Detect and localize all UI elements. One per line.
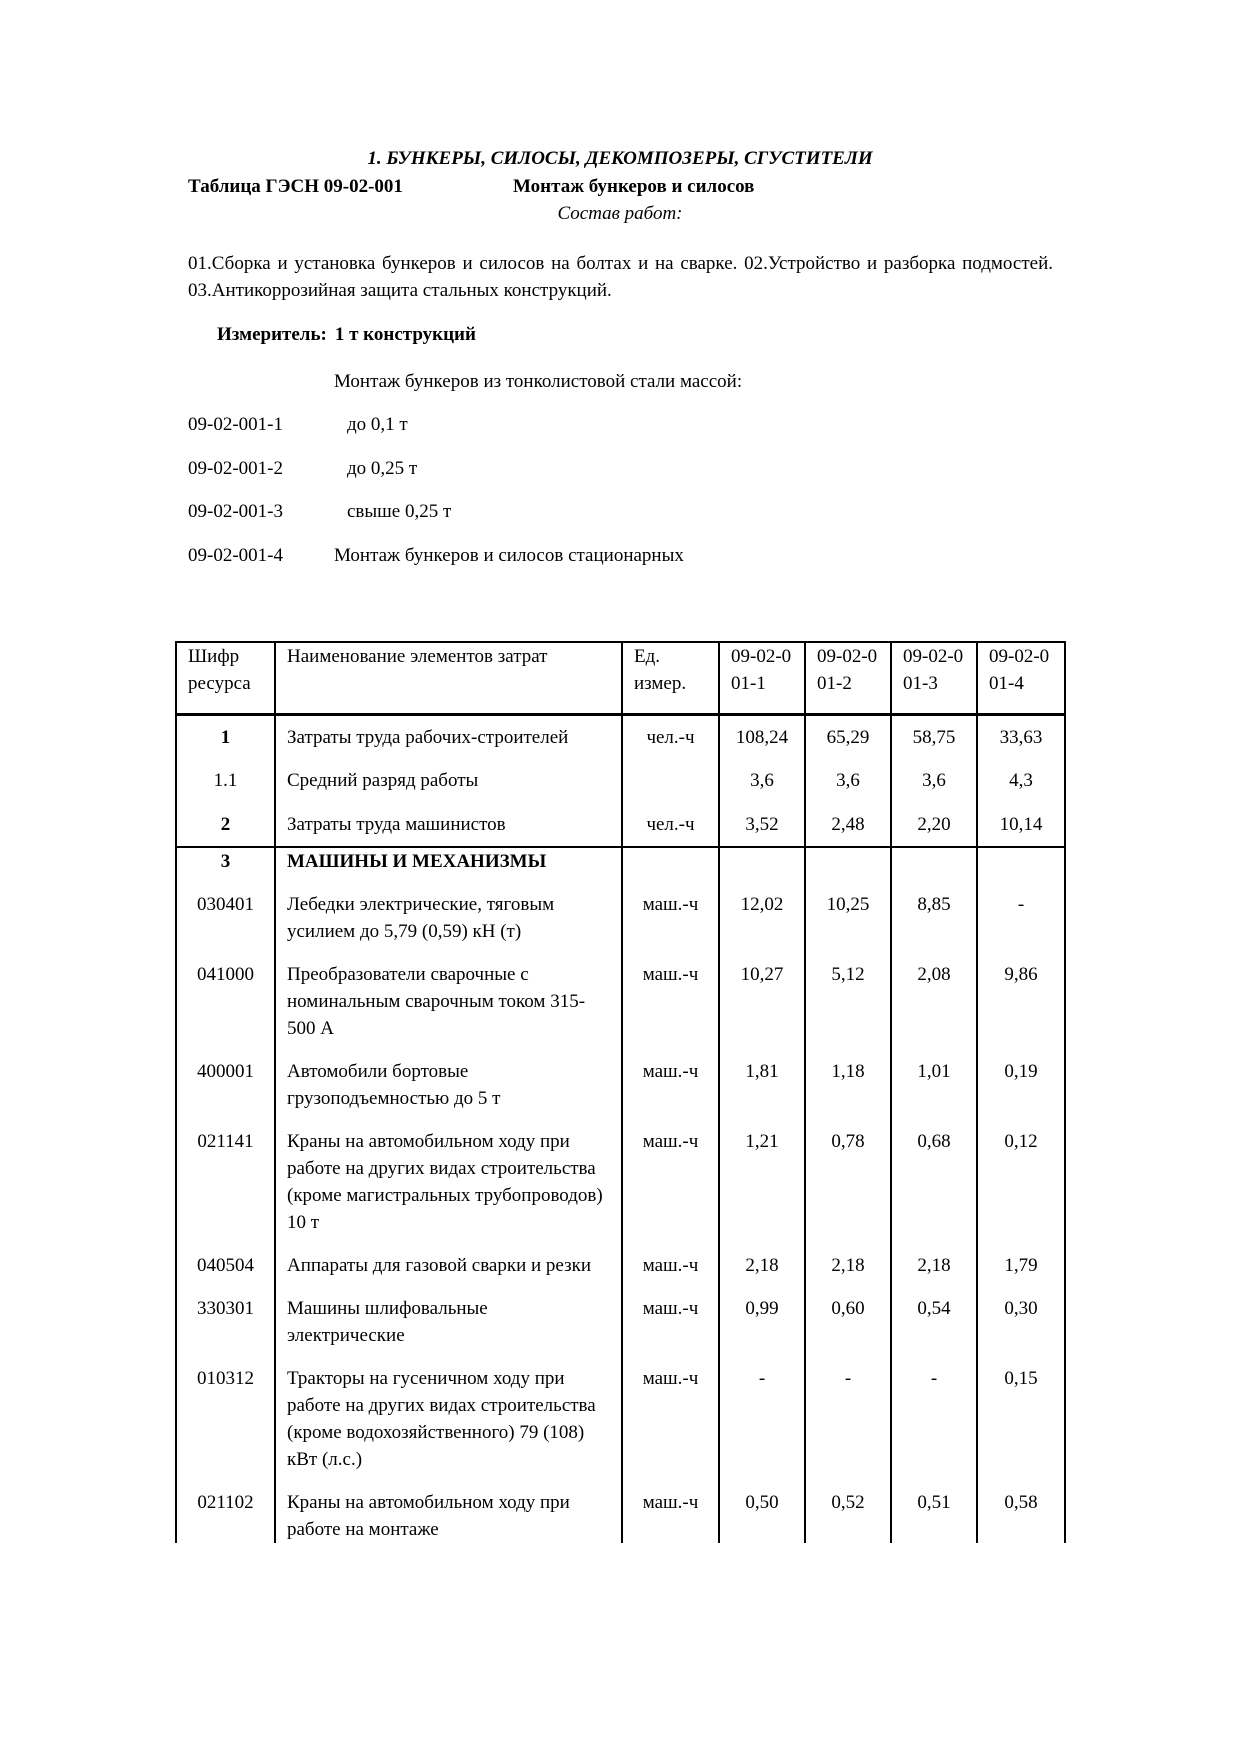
works-composition: 01.Сборка и установка бункеров и силосов на болтах и на сварке. 02.Устройство и разборка подмостей. 03.Антикоррозийная защита стальных конструкций. [188, 253, 1053, 301]
value-norm-3: - [891, 1365, 977, 1473]
table-code: Таблица ГЭСН 09-02-001 [188, 176, 403, 197]
resource-code: 041000 [176, 961, 275, 1042]
resource-name: Аппараты для газовой сварки и резки [275, 1252, 622, 1279]
resource-unit: маш.-ч [622, 1128, 719, 1236]
value-norm-1: 1,81 [719, 1058, 805, 1112]
value-norm-2: 65,29 [805, 715, 891, 759]
resource-code: 010312 [176, 1365, 275, 1473]
resource-name: Лебедки электрические, тяговым усилием до 5,79 (0,59) кН (т) [275, 891, 622, 945]
norm-code: 09-02-001-3 [188, 501, 283, 522]
table-name: Монтаж бункеров и силосов [513, 176, 755, 197]
resource-code: 1 [176, 715, 275, 759]
resource-code: 040504 [176, 1252, 275, 1279]
value-norm-3: 2,20 [891, 803, 977, 847]
table-row [176, 1128, 1065, 1236]
resource-code: 021141 [176, 1128, 275, 1236]
norm-code: 09-02-001-1 [188, 414, 283, 435]
norm-desc: свыше 0,25 т [347, 501, 452, 522]
resource-unit: чел.-ч [622, 715, 719, 759]
value-norm-3: 8,85 [891, 891, 977, 945]
value-norm-2: 1,18 [805, 1058, 891, 1112]
norm-desc: до 0,1 т [347, 414, 408, 435]
resource-code: 330301 [176, 1295, 275, 1349]
table-row [176, 759, 1065, 803]
value-norm-2: 0,78 [805, 1128, 891, 1236]
resource-code: 1.1 [176, 759, 275, 803]
value-norm-4: - [977, 891, 1065, 945]
resource-unit: маш.-ч [622, 1489, 719, 1543]
resource-name: Автомобили бортовые грузоподъемностью до 5 т [275, 1058, 622, 1112]
value-norm-4: 10,14 [977, 803, 1065, 847]
norm-code: 09-02-001-4 [188, 545, 283, 566]
section-name: МАШИНЫ И МЕХАНИЗМЫ [275, 847, 622, 875]
table-row [176, 891, 1065, 945]
table-row [176, 1489, 1065, 1543]
meter-label: Измеритель: [217, 324, 327, 345]
resource-name: Краны на автомобильном ходу при работе на других видах строительства (кроме магистральных трубопроводов) 10 т [275, 1128, 622, 1236]
resources-table [175, 641, 1066, 1543]
value-norm-2: 0,60 [805, 1295, 891, 1349]
resource-unit: маш.-ч [622, 1295, 719, 1349]
resource-name: Средний разряд работы [275, 759, 622, 803]
table-row [176, 803, 1065, 847]
section-title: 1. БУНКЕРЫ, СИЛОСЫ, ДЕКОМПОЗЕРЫ, СГУСТИТЕЛИ [367, 148, 873, 169]
value-norm-2: 0,52 [805, 1489, 891, 1543]
value-norm-1: - [719, 1365, 805, 1473]
col-header-norm-1: 09-02-001-1 [719, 642, 805, 715]
resource-name: Преобразователи сварочные с номинальным сварочным током 315-500 А [275, 961, 622, 1042]
value-norm-3: 2,18 [891, 1252, 977, 1279]
value-norm-1: 0,50 [719, 1489, 805, 1543]
resource-name: Затраты труда машинистов [275, 803, 622, 847]
table-header-row [176, 642, 1065, 715]
section-code: 3 [176, 847, 275, 875]
col-header-name: Наименование элементов затрат [275, 642, 622, 715]
resource-unit [622, 759, 719, 803]
resource-code: 030401 [176, 891, 275, 945]
resource-unit: маш.-ч [622, 1252, 719, 1279]
value-norm-1: 10,27 [719, 961, 805, 1042]
resource-unit: маш.-ч [622, 891, 719, 945]
norm-code: 09-02-001-2 [188, 458, 283, 479]
meter-value: 1 т конструкций [334, 324, 476, 345]
resource-name: Тракторы на гусеничном ходу при работе на других видах строительства (кроме водохозяйственного) 79 (108) кВт (л.с.) [275, 1365, 622, 1473]
value-norm-1: 2,18 [719, 1252, 805, 1279]
value-norm-3: 1,01 [891, 1058, 977, 1112]
value-norm-3: 0,51 [891, 1489, 977, 1543]
table-row [176, 715, 1065, 759]
resource-unit: маш.-ч [622, 961, 719, 1042]
value-norm-1: 3,6 [719, 759, 805, 803]
resource-name: Машины шлифовальные электрические [275, 1295, 622, 1349]
value-norm-3: 3,6 [891, 759, 977, 803]
value-norm-2: 5,12 [805, 961, 891, 1042]
value-norm-1: 12,02 [719, 891, 805, 945]
norm-desc: до 0,25 т [347, 458, 418, 479]
value-norm-4: 1,79 [977, 1252, 1065, 1279]
value-norm-1: 3,52 [719, 803, 805, 847]
table-row [176, 1252, 1065, 1279]
table-row [176, 961, 1065, 1042]
col-header-norm-2: 09-02-001-2 [805, 642, 891, 715]
resource-code: 400001 [176, 1058, 275, 1112]
value-norm-4: 0,58 [977, 1489, 1065, 1543]
value-norm-1: 0,99 [719, 1295, 805, 1349]
value-norm-4: 0,12 [977, 1128, 1065, 1236]
value-norm-2: - [805, 1365, 891, 1473]
value-norm-3: 0,68 [891, 1128, 977, 1236]
value-norm-4: 9,86 [977, 961, 1065, 1042]
resource-code: 021102 [176, 1489, 275, 1543]
norm-desc: Монтаж бункеров и силосов стационарных [334, 545, 684, 566]
resource-name: Краны на автомобильном ходу при работе на монтаже [275, 1489, 622, 1543]
col-header-norm-3: 09-02-001-3 [891, 642, 977, 715]
value-norm-4: 4,3 [977, 759, 1065, 803]
value-norm-4: 0,15 [977, 1365, 1065, 1473]
table-row [176, 1295, 1065, 1349]
section-row [176, 847, 1065, 875]
resource-name: Затраты труда рабочих-строителей [275, 715, 622, 759]
value-norm-2: 2,18 [805, 1252, 891, 1279]
col-header-unit: Ед. измер. [622, 642, 719, 715]
value-norm-2: 3,6 [805, 759, 891, 803]
table-row [176, 1365, 1065, 1473]
value-norm-1: 1,21 [719, 1128, 805, 1236]
meter [217, 324, 476, 346]
resource-unit: чел.-ч [622, 803, 719, 847]
resource-unit: маш.-ч [622, 1058, 719, 1112]
value-norm-3: 58,75 [891, 715, 977, 759]
value-norm-3: 2,08 [891, 961, 977, 1042]
value-norm-4: 0,30 [977, 1295, 1065, 1349]
col-header-norm-4: 09-02-001-4 [977, 642, 1065, 715]
value-norm-4: 33,63 [977, 715, 1065, 759]
value-norm-3: 0,54 [891, 1295, 977, 1349]
resource-unit: маш.-ч [622, 1365, 719, 1473]
value-norm-1: 108,24 [719, 715, 805, 759]
composition-title: Состав работ: [557, 203, 683, 224]
value-norm-2: 10,25 [805, 891, 891, 945]
col-header-code: Шифр ресурса [176, 642, 275, 715]
table-row [176, 1058, 1065, 1112]
norms-subtitle: Монтаж бункеров из тонколистовой стали массой: [334, 371, 743, 392]
resource-code: 2 [176, 803, 275, 847]
value-norm-4: 0,19 [977, 1058, 1065, 1112]
value-norm-2: 2,48 [805, 803, 891, 847]
